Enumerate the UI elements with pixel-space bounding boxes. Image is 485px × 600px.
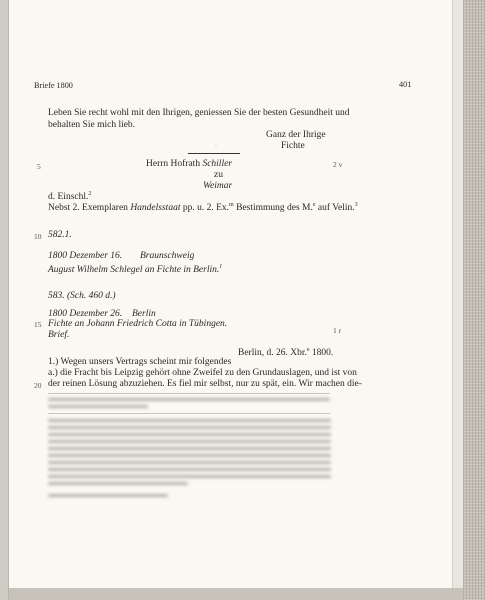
letter-signature: Fichte — [281, 141, 305, 151]
ornament-dot: · — [215, 143, 217, 149]
superscript-e: e — [312, 202, 316, 208]
footnote-ref: 3 — [354, 202, 358, 208]
book-cloth-cover — [463, 0, 485, 600]
enclosure-prefix: Nebst 2. Exemplaren — [48, 203, 131, 214]
blurred-footnote-line — [48, 419, 331, 422]
entry-582-number: 582.1. — [48, 230, 72, 240]
letter-body-line-1: 1.) Wegen unsers Vertrags scheint mir folgendes — [48, 357, 232, 367]
blurred-footnote-line — [48, 447, 331, 450]
blurred-footnote-line — [48, 494, 168, 497]
entry-583-type: Brief. — [48, 330, 70, 340]
blurred-footnote-line — [48, 468, 331, 471]
superscript-em: m — [229, 202, 234, 208]
footnote-divider — [48, 393, 330, 394]
dateline-text: Berlin, d. 26. Xbr. — [238, 348, 307, 359]
blurred-footnote-line — [48, 433, 331, 436]
entry-583-date: 1800 Dezember 26. — [48, 309, 123, 319]
book-bottom-edge — [9, 588, 463, 600]
enclosure-mid: pp. u. 2. Ex. — [180, 203, 230, 214]
enclosure-suffix: Bestimmung des M. — [233, 203, 313, 214]
blurred-footnote-line — [48, 454, 331, 457]
dateline-year: 1800. — [309, 348, 334, 359]
address-preposition: zu — [214, 170, 223, 180]
running-title: Briefe 1800 — [34, 81, 73, 90]
page-number: 401 — [399, 80, 412, 89]
enclosure-line-2 — [48, 199, 358, 214]
entry-583-number: 583. (Sch. 460 d.) — [48, 291, 116, 301]
letter-dateline — [238, 344, 333, 359]
footnote-ref: 2 — [88, 191, 92, 197]
enclosure-text-1: d. Einschl. — [48, 192, 89, 203]
blurred-footnote-line — [48, 482, 188, 485]
blurred-footnote-line — [48, 405, 148, 408]
line-number-15: 15 — [34, 320, 42, 329]
letter-body-line-3: der reinen Lösung abzuziehen. Es fiel mir selbst, nur zu spät, ein. Wir machen die- — [48, 379, 362, 389]
letter-close-line-1: Leben Sie recht wohl mit den Ihrigen, geniessen Sie der besten Gesundheit und — [48, 108, 350, 118]
blurred-footnote-line — [48, 440, 331, 443]
entry-582-description — [48, 261, 222, 276]
letter-closing: Ganz der Ihrige — [266, 130, 326, 140]
address-place: Weimar — [203, 181, 233, 191]
entry-582-place: Braunschweig — [140, 251, 195, 261]
book-gutter — [0, 0, 8, 600]
address-recipient-name: Schiller — [202, 159, 233, 169]
entry-583-place: Berlin — [132, 309, 156, 319]
superscript-e: e — [306, 347, 310, 353]
line-number-20: 20 — [34, 381, 42, 390]
blurred-footnote-line — [48, 461, 331, 464]
entry-582-description-text: August Wilhelm Schlegel an Fichte in Berlin. — [48, 265, 220, 276]
letter-body-line-2: a.) die Fracht bis Leipzig gehört ohne Zweifel zu den Grundauslagen, und ist von — [48, 368, 357, 378]
folio-marker-1r: 1 r — [333, 326, 342, 335]
line-number-5: 5 — [37, 162, 41, 171]
blurred-footnote-line — [48, 475, 331, 478]
blurred-footnote-line — [48, 426, 331, 429]
footnote-divider — [48, 413, 330, 414]
address-rule — [188, 153, 240, 154]
blurred-footnote-line — [48, 398, 330, 401]
entry-583-description: Fichte an Johann Friedrich Cotta in Tübingen. — [48, 319, 228, 329]
letter-close-line-2: behalten Sie mich lieb. — [48, 120, 136, 130]
folio-marker-2v: 2 v — [333, 160, 343, 169]
enclosure-title: Handelsstaat — [130, 203, 181, 214]
line-number-10: 10 — [34, 232, 42, 241]
entry-582-date: 1800 Dezember 16. — [48, 251, 123, 261]
address-recipient-title: Herrn Hofrath — [146, 159, 203, 169]
footnote-ref: 1 — [219, 264, 223, 270]
enclosure-end: auf Velin. — [315, 203, 355, 214]
